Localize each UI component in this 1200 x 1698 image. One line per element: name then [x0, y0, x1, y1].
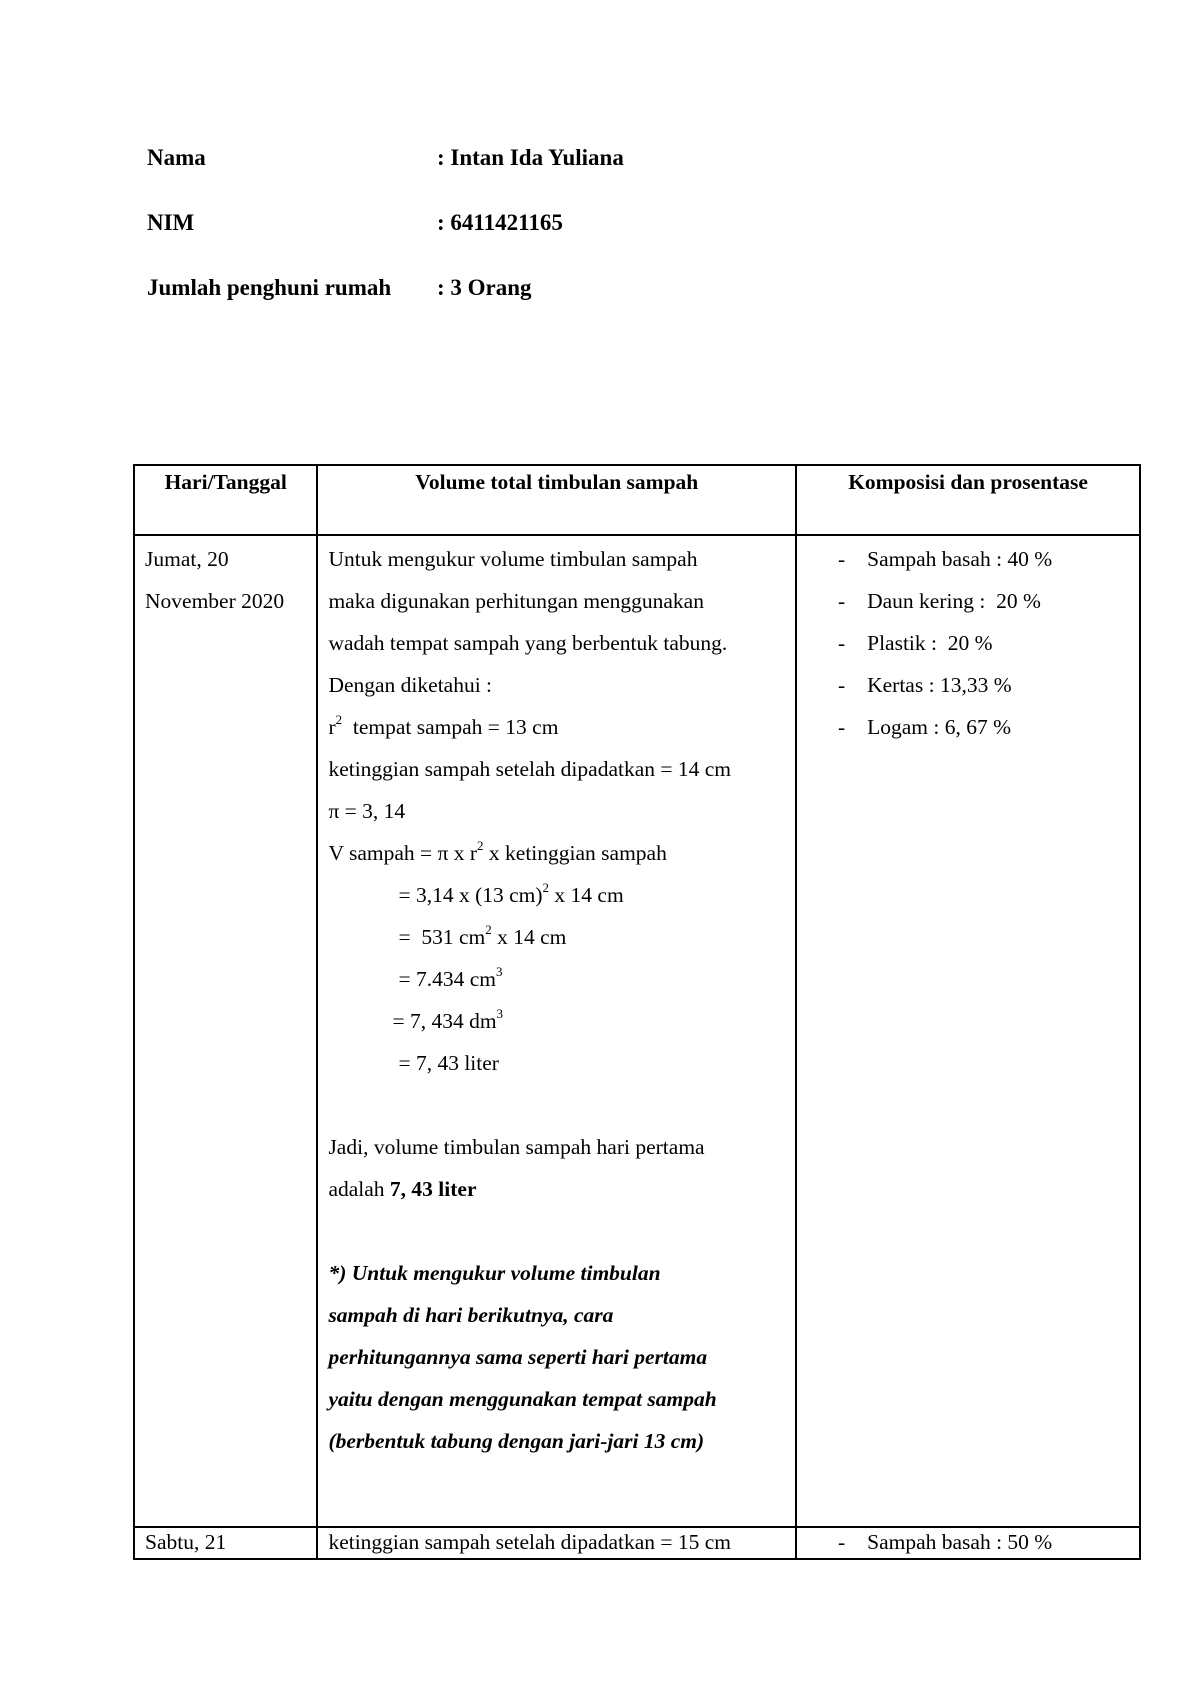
composition-list [797, 1528, 1139, 1556]
info-value: : 6411421165 [437, 210, 563, 235]
calc-line: = 7, 434 $dm^3$ [392, 1005, 504, 1033]
volume-text: Dengan diketahui : [328, 673, 493, 697]
info-label: NIM [147, 210, 195, 235]
list-item: - Plastik : 20 % [837, 631, 993, 655]
info-value: : 3 Orang [437, 275, 532, 300]
info-label: Jumlah penghuni rumah [147, 275, 392, 300]
info-row-name [147, 145, 624, 210]
header-composition: Komposisi dan prosentase [796, 465, 1140, 535]
volume-cell [317, 535, 796, 1527]
pi-line: π = 3, 14 [328, 799, 406, 823]
conclusion-line: Jadi, volume timbulan sampah hari pertama [328, 1135, 705, 1159]
radius-line: $r^2$ tempat sampah = 13 cm [328, 711, 559, 739]
list-item: - Kertas : 13,33 % [837, 673, 1012, 697]
note-line: perhitungannya sama seperti hari pertama [328, 1345, 708, 1369]
table-header-row [134, 465, 1140, 535]
list-item: - Logam : 6, 67 % [837, 715, 1012, 739]
date-cell [134, 535, 317, 1527]
header-volume: Volume total timbulan sampah [317, 465, 796, 535]
calc-line: = 7, 43 liter [398, 1051, 499, 1075]
calc-line: = 3,14 x (13 cm)$^2$ x 14 cm [398, 879, 624, 907]
composition-cell [796, 535, 1140, 1527]
info-label: Nama [147, 145, 206, 170]
composition-list [797, 536, 1139, 748]
volume-text: ketinggian sampah setelah dipadatkan = 15 cm [328, 1530, 732, 1554]
table-row [134, 535, 1140, 1527]
header-date: Hari/Tanggal [134, 465, 317, 535]
volume-text: Untuk mengukur volume timbulan sampah [328, 547, 698, 571]
height-line: ketinggian sampah setelah dipadatkan = 14 cm [328, 757, 732, 781]
formula-line: V sampah = π x $r^2$ x ketinggian sampah [328, 837, 667, 865]
date-line: November 2020 [145, 589, 285, 613]
info-row-nim [147, 210, 624, 275]
date-cell [134, 1527, 317, 1559]
calc-line: = 7.434 $cm^3$ [398, 963, 503, 991]
info-value: : Intan Ida Yuliana [437, 145, 624, 170]
list-item: - Sampah basah : 40 % [837, 547, 1053, 571]
table-row [134, 1527, 1140, 1559]
calc-line: = 531 $cm^2$ x 14 cm [398, 921, 567, 949]
waste-table [133, 464, 1141, 1560]
info-row-occupants [147, 275, 624, 340]
date-line: Jumat, 20 [145, 547, 229, 571]
note-line: sampah di hari berikutnya, cara [328, 1303, 614, 1327]
list-item: - Sampah basah : 50 % [837, 1530, 1053, 1554]
volume-text: wadah tempat sampah yang berbentuk tabung. [328, 631, 728, 655]
list-item: - Daun kering : 20 % [837, 589, 1041, 613]
student-info [147, 145, 624, 340]
note-line: *) Untuk mengukur volume timbulan [328, 1261, 661, 1285]
note-line: (berbentuk tabung dengan jari-jari 13 cm) [328, 1429, 705, 1453]
volume-cell [317, 1527, 796, 1559]
volume-text: maka digunakan perhitungan menggunakan [328, 589, 704, 613]
conclusion-line: adalah 7, 43 liter [328, 1177, 477, 1201]
note-line: yaitu dengan menggunakan tempat sampah [328, 1387, 717, 1411]
date-line: Sabtu, 21 [145, 1530, 227, 1554]
composition-cell [796, 1527, 1140, 1559]
